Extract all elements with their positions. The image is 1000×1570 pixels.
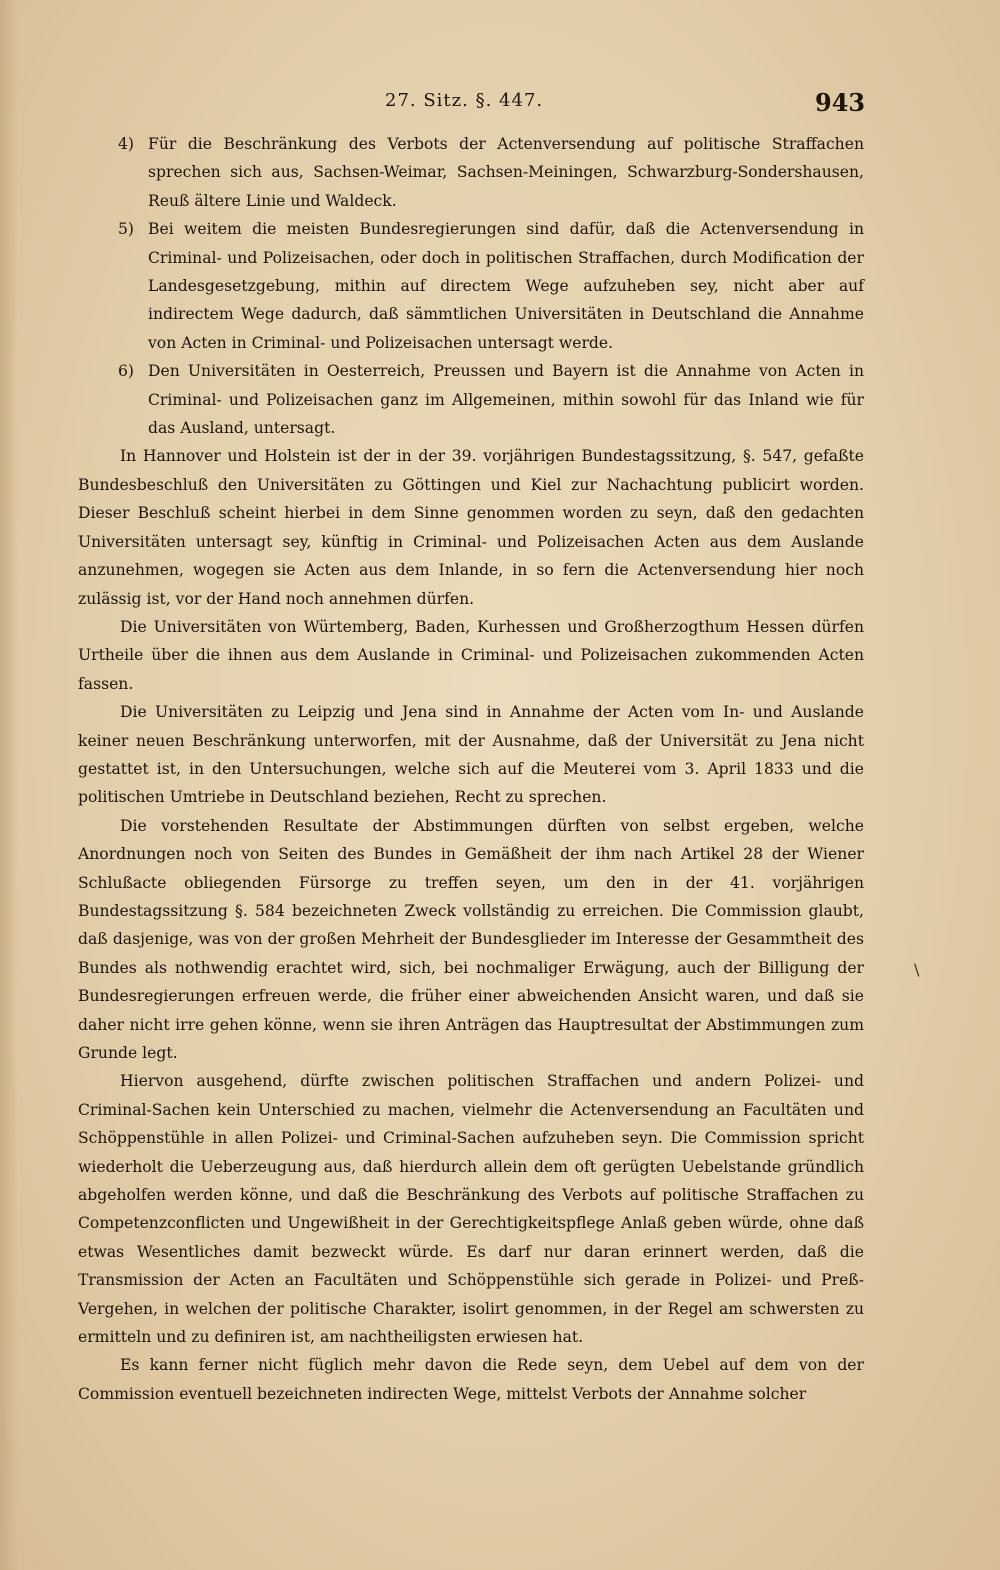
list-item <box>78 215 864 357</box>
item-text: Den Universitäten in Oesterreich, Preussen und Bayern ist die Annahme von Acten in Criminal- und Polizeisachen ganz im Allgemeinen, mithin sowohl für das Inland wie für das Ausland, untersagt. <box>148 362 864 438</box>
paragraph-hiervon: Hiervon ausgehend, dürfte zwischen politischen Straffachen und andern Polizei- und Criminal-Sachen kein Unterschied zu machen, vielmehr die Actenversendung an Facultäten und Schöppenstühle in allen Polizei- und Criminal-Sachen aufzuheben seyn. Die Commission spricht wiederholt die Ueberzeugung aus, daß hierdurch allein dem oft gerügten Uebelstande gründlich abgeholfen werden könne, und daß die Beschränkung des Verbots auf politische Straffachen zu Competenzconflicten und Ungewißheit in der Gerechtigkeitspflege Anlaß geben würde, ohne daß etwas Wesentliches damit bezweckt würde. Es darf nur daran erinnert werden, daß die Transmission der Acten an Facultäten und Schöppenstühle sich gerade in Polizei- und Preß-Vergehen, in welchen der politische Charakter, isolirt genommen, in der Regel am schwersten zu ermitteln und zu definiren ist, am nachtheiligsten erwiesen hat. <box>78 1072 864 1347</box>
list-item <box>78 357 864 442</box>
page-number: 943 <box>815 88 866 117</box>
margin-mark: \ <box>914 960 920 979</box>
page-edge-shadow <box>0 0 18 1570</box>
item-number: 4) <box>118 135 135 153</box>
item-number: 6) <box>118 362 135 381</box>
paragraph-resultate: Die vorstehenden Resultate der Abstimmungen dürften von selbst ergeben, welche Anordnungen noch von Seiten des Bundes in Gemäßheit der ihm nach Artikel 28 der Wiener Schlußacte obliegenden Fürsorge zu treffen seyen, um den in der 41. vorjährigen Bundestagssitzung §. 584 bezeichneten Zweck vollständig zu erreichen. Die Commission glaubt, daß dasjenige, was von der großen Mehrheit der Bundesglieder im Interesse der Gesammtheit des Bundes als nothwendig erachtet wird, sich, bei nochmaliger Erwägung, auch der Billigung der Bundesregierungen erfreuen werde, die früher einer abweichenden Ansicht waren, und daß sie daher nicht irre gehen könne, wenn sie ihren Anträgen das Hauptresultat der Abstimmungen zum Grunde legt. <box>78 816 864 1062</box>
item-number: 5) <box>118 220 135 239</box>
paragraph-ferner: Es kann ferner nicht füglich mehr davon die Rede seyn, dem Uebel auf dem von der Commission eventuell bezeichneten indirecten Wege, mittelst Verbots der Annahme solcher <box>78 1356 864 1403</box>
page-header <box>0 88 1000 128</box>
running-title: 27. Sitz. §. 447. <box>385 90 544 111</box>
paragraph-wuertemberg-baden: Die Universitäten von Würtemberg, Baden, Kurhessen und Großherzogthum Hessen dürfen Urtheile über die ihnen aus dem Auslande in Criminal- und Polizeisachen zukommenden Acten fassen. <box>78 617 864 693</box>
list-item <box>78 130 864 215</box>
item-text: Für die Beschränkung des Verbots der Actenversendung auf politische Straffachen sprechen sich aus, Sachsen-Weimar, Sachsen-Meiningen, Schwarzburg-Sondershausen, Reuß ältere Linie und Waldeck. <box>148 135 864 210</box>
page-body <box>78 130 864 1408</box>
paragraph-leipzig-jena: Die Universitäten zu Leipzig und Jena sind in Annahme der Acten vom In- und Auslande keiner neuen Beschränkung unterworfen, mit der Ausnahme, daß der Universität zu Jena nicht gestattet ist, in den Untersuchungen, welche sich auf die Meuterei vom 3. April 1833 und die politischen Umtriebe in Deutschland beziehen, Recht zu sprechen. <box>78 703 864 807</box>
item-text: Bei weitem die meisten Bundesregierungen sind dafür, daß die Actenversendung in Criminal- und Polizeisachen, oder doch in politischen Straffachen, durch Modification der Landesgesetzgebung, mithin auf directem Wege aufzuheben sey, nicht aber auf indirectem Wege dadurch, daß sämmtlichen Universitäten in Deutschland die Annahme von Acten in Criminal- und Polizeisachen untersagt werde. <box>148 220 864 352</box>
paragraph-hannover-holstein: In Hannover und Holstein ist der in der 39. vorjährigen Bundestagssitzung, §. 547, gefaßte Bundesbeschluß den Universitäten zu Göttingen und Kiel zur Nachachtung publicirt worden. Dieser Beschluß scheint hierbei in dem Sinne genommen worden zu seyn, daß den gedachten Universitäten untersagt sey, künftig in Criminal- und Polizeisachen Acten aus dem Auslande anzunehmen, wogegen sie Acten aus dem Inlande, in so fern die Actenversendung hier noch zulässig ist, vor der Hand noch annehmen dürfen. <box>78 447 864 608</box>
